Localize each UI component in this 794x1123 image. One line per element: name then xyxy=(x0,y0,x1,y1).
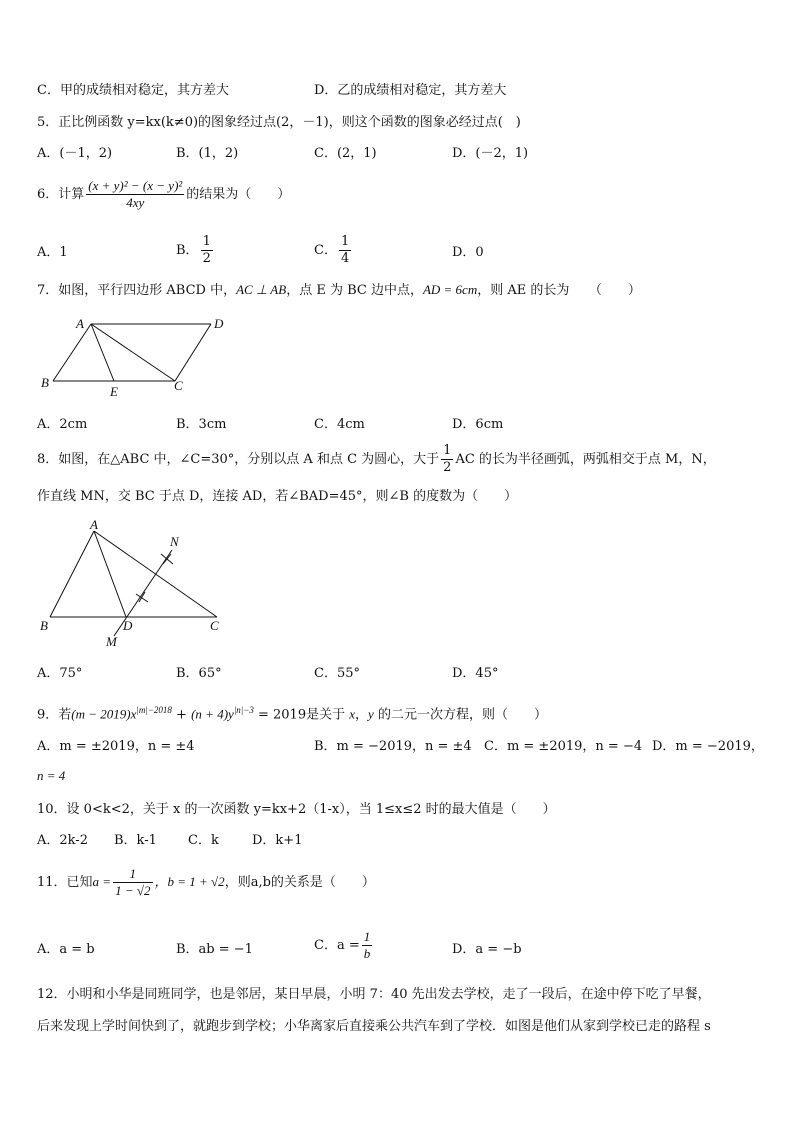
q8-option-d: D．45° xyxy=(452,666,499,681)
q7-stem: 7．如图，平行四边形 ABCD 中，AC ⊥ AB，点 E 为 BC 边中点，AD = 6cm，则 AE 的长为 （ ） xyxy=(37,282,641,298)
q7-label-a: A xyxy=(76,316,84,331)
q10-option-a: A．2k-2 xyxy=(37,833,88,848)
q8-label-d: D xyxy=(123,618,133,633)
q9-option-b: B．m = −2019，n = ±4 xyxy=(314,739,472,754)
q12-stem-line2: 后来发现上学时间快到了，就跑步到学校；小华离家后直接乘公共汽车到了学校．如图是他们从家到学校已走的路程 s xyxy=(37,1019,711,1034)
q7-label-b: B xyxy=(41,375,49,390)
q8-label-c: C xyxy=(210,618,219,633)
q8-segment-ab xyxy=(50,531,94,617)
q7-option-a: A．2cm xyxy=(37,417,88,432)
q6-prefix: 6．计算 xyxy=(37,187,85,202)
q7-label-c: C xyxy=(174,378,183,393)
q6-option-d: D．0 xyxy=(452,245,484,260)
q6-stem xyxy=(37,178,290,211)
q10-stem: 10．设 0<k<2，关于 x 的一次函数 y=kx+2（1-x），当 1≤x≤2 时的最大值是（ ） xyxy=(37,802,556,817)
q9-option-d-continued: n = 4 xyxy=(37,768,66,783)
q8-label-a: A xyxy=(90,517,98,532)
q5-option-a: A．(－1，2) xyxy=(37,146,113,161)
q8-label-n: N xyxy=(170,534,179,549)
q9-option-c: C．m = ±2019，n = −4 xyxy=(484,739,643,754)
q5-stem: 5．正比例函数 y=kx(k≠0)的图象经过点(2，－1)，则这个函数的图象必经过点( ) xyxy=(37,115,521,130)
q8-segment-ad xyxy=(94,531,126,617)
q7-segment-ac xyxy=(91,324,175,381)
q6-fraction: $\frac{\text{(x + y)² − (x − y)²}}{4xy}$ xyxy=(88,178,183,210)
q8-label-b: B xyxy=(40,618,48,633)
q6-option-a: A．1 xyxy=(37,245,68,260)
q5-option-b: B．(1，2) xyxy=(176,146,239,161)
q11-a-fraction: $\frac{1}{1 - √2}$ xyxy=(115,866,151,898)
q8-stem-line2: 作直线 MN，交 BC 于点 D，连接 AD，若∠BAD=45°，则∠B 的度数为（ ） xyxy=(37,489,518,504)
q8-arc-mark-n xyxy=(161,554,173,564)
q7-label-d: D xyxy=(214,316,224,331)
q10-option-d: D．k+1 xyxy=(252,833,303,848)
q8-half-fraction: $\frac{1}{2}$ xyxy=(443,443,452,475)
q11-option-d: D．a = −b xyxy=(452,942,522,957)
q7-label-e: E xyxy=(110,384,118,399)
q10-option-c: C．k xyxy=(188,833,219,848)
q6-suffix: 的结果为（ ） xyxy=(186,187,291,202)
q9-stem: 9．若$(m - 2019)x^{|m|-2018} + (n + 4)y^{|n|-3} = 2019$是关于 x，y 的二元一次方程，则（ ） xyxy=(37,705,547,723)
q8-label-m: M xyxy=(106,634,117,649)
q8-option-b: B．65° xyxy=(176,666,222,681)
q10-option-b: B．k-1 xyxy=(114,833,157,848)
q12-stem-line1: 12．小明和小华是同班同学，也是邻居，某日早晨，小明 7：40 先出发去学校，走了一段后，在途中停下吃了早餐， xyxy=(37,987,711,1002)
q6-option-b: B． $\frac{1}{2}$ xyxy=(176,234,211,266)
q8-option-c: C．55° xyxy=(314,666,360,681)
q7-parallelogram-figure xyxy=(30,312,250,402)
q11-option-c: C．a = $\frac{1}{b}$ xyxy=(314,929,371,961)
q7-segment-ab xyxy=(53,324,91,381)
q9-option-a: A．m = ±2019，n = ±4 xyxy=(37,739,195,754)
q8-triangle-figure xyxy=(30,516,240,652)
q5-option-d: D．(－2，1) xyxy=(452,146,529,161)
q4-option-d: D．乙的成绩相对稳定，其方差大 xyxy=(314,83,507,98)
q9-option-d: D．m = −2019， xyxy=(652,739,764,754)
q8-stem-line1: 8．如图，在△ABC 中，∠C=30°，分别以点 A 和点 C 为圆心，大于 $\frac{1}{2}$ AC 的长为半径画弧，两弧相交于点 M，N， xyxy=(37,443,716,475)
q6-option-c: C． $\frac{1}{4}$ xyxy=(314,234,350,266)
q7-option-c: C．4cm xyxy=(314,417,365,432)
q11-option-b: B．ab = −1 xyxy=(176,942,253,957)
q11-option-a: A．a = b xyxy=(37,942,95,957)
q7-option-b: B．3cm xyxy=(176,417,227,432)
q4-option-c: C．甲的成绩相对稳定，其方差大 xyxy=(37,83,229,98)
q11-stem: 11．已知a = $\frac{1}{1 - √2}$ ，b = 1 + √2，则a,b的关系是（ ） xyxy=(37,866,375,898)
q8-option-a: A．75° xyxy=(37,666,83,681)
q5-option-c: C．(2，1) xyxy=(314,146,377,161)
q7-segment-dc xyxy=(175,324,211,381)
q7-option-d: D．6cm xyxy=(452,417,504,432)
q7-segment-ae xyxy=(91,324,114,381)
